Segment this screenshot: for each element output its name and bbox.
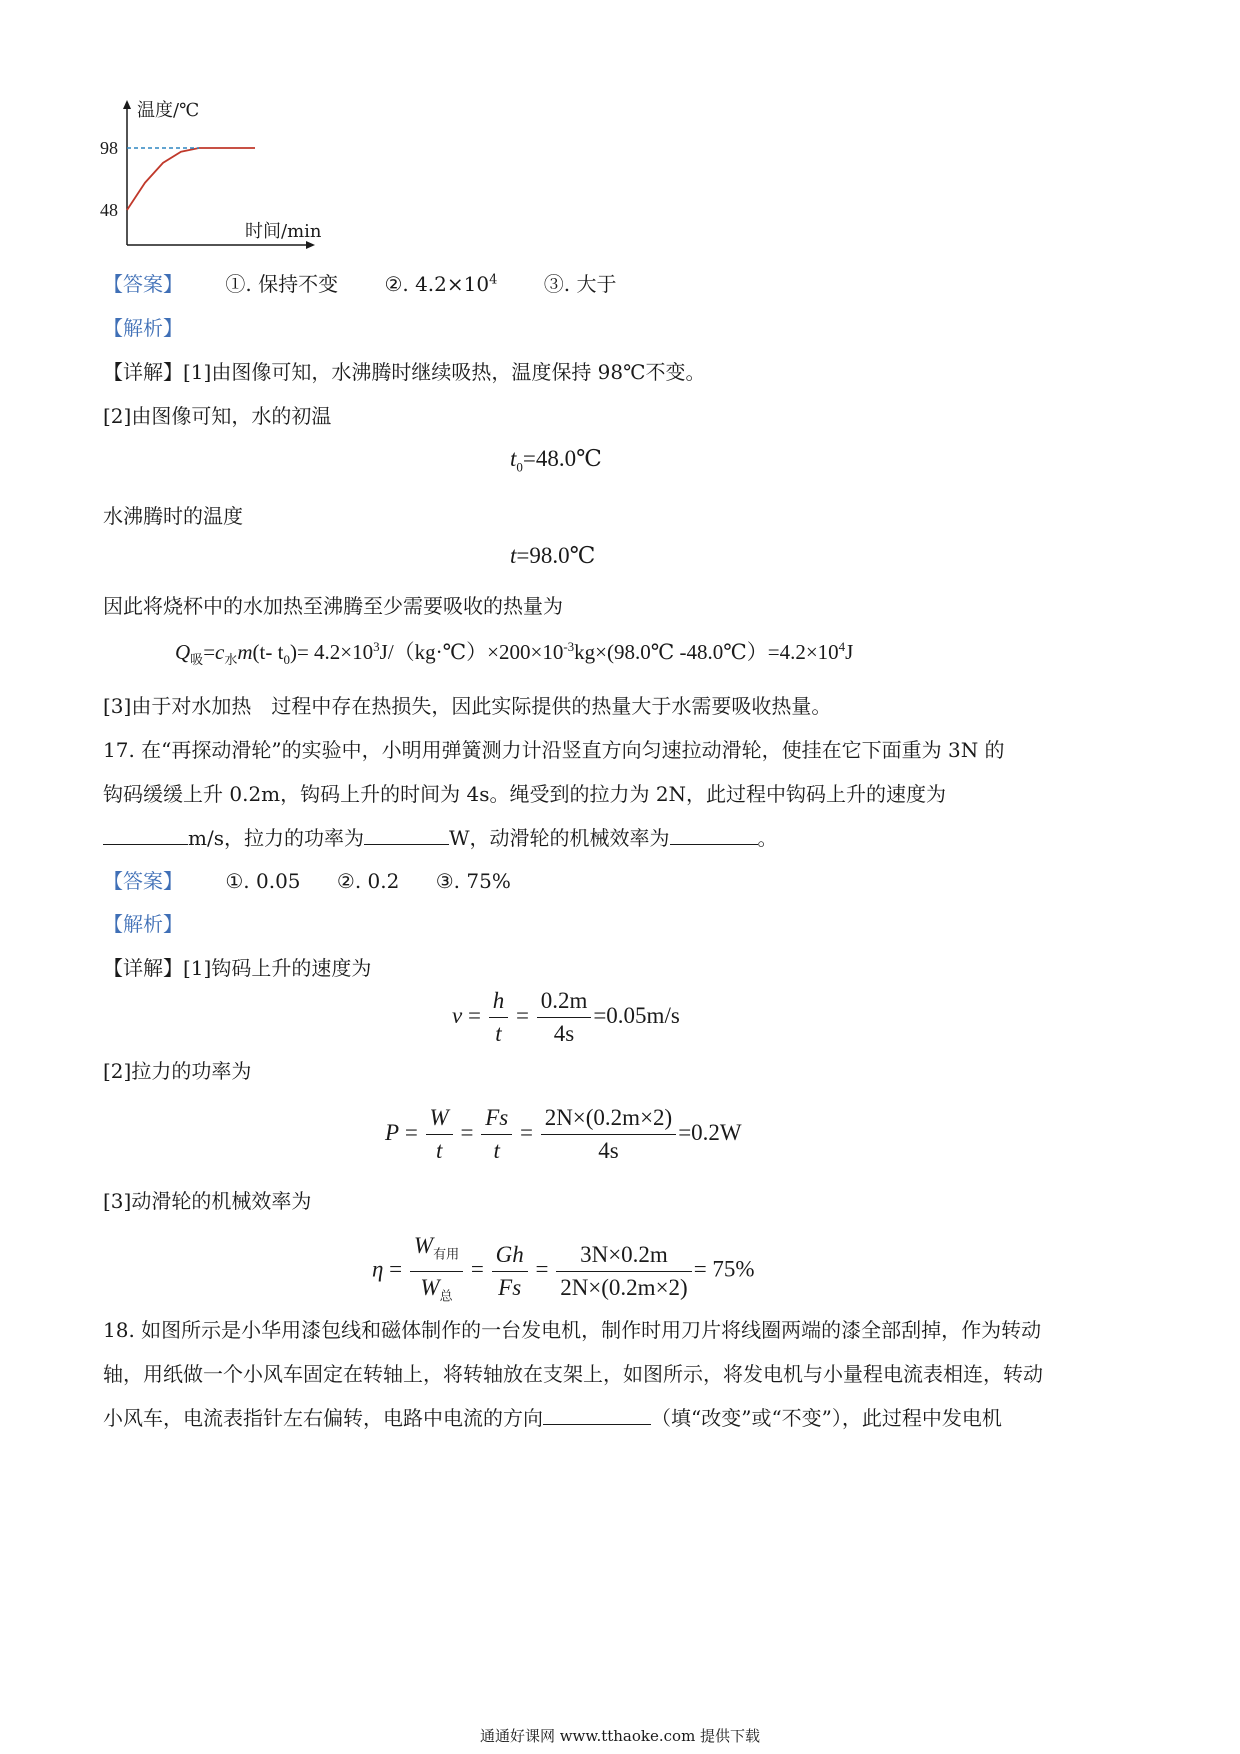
x-axis-label: 时间/min [245, 221, 322, 242]
detail-tag: 【详解】 [103, 956, 183, 980]
q18-stem-2: 轴，用纸做一个小风车固定在转轴上，将转轴放在支架上，如图所示，将发电机与小量程电流表相连，转动 [103, 1362, 1043, 1386]
q16-detail-3: 水沸腾时的温度 [103, 504, 243, 528]
y-tick-label: 48 [100, 200, 118, 220]
temperature-time-chart [100, 95, 340, 265]
y-axis-arrow [123, 100, 131, 109]
q17-stem-1: 17. 在“再探动滑轮”的实验中，小明用弹簧测力计沿竖直方向匀速拉动滑轮，使挂在它下面重为 3N 的 [103, 738, 1005, 762]
answer-blank [670, 824, 758, 845]
formula-efficiency: η = $\frac{W_{有用}}{W_总}$ = $\frac{Gh}{Fs}$ = $\frac{3N\times 0.2m}{2N\times(0.2m\times 2)}$ = 75% [372, 1230, 755, 1312]
answer-blank [364, 824, 449, 845]
answer-blank [543, 1404, 651, 1425]
answer-1: ①. 保持不变 [225, 272, 339, 296]
q17-detail-2: [2]拉力的功率为 [103, 1059, 252, 1083]
q17-detail-1: 【详解】[1]钩码上升的速度为 [103, 956, 372, 980]
formula-heat: $Q_吸=c_水m(t-$ $t_0)=$ $4.2\times 10^3J/(kg\cdot℃)\times 200\times 10^{-3}kg\times(98.0℃$ $-48.0℃)=4.2\times 10^4J$ [175, 639, 854, 668]
answer-2: ②. $4.2\times 10^4$ [384, 272, 498, 296]
q17-detail-3: [3]动滑轮的机械效率为 [103, 1189, 312, 1213]
formula-t: t=98.0℃ [510, 543, 596, 568]
formula-t0: $t_0=48.0℃$ [510, 446, 602, 475]
q16-answer-line [103, 268, 616, 297]
answer-tag: 【答案】 [103, 272, 183, 296]
answer-1: ①. 0.05 [225, 869, 301, 893]
q17-answer-line [103, 865, 511, 894]
q18-stem-3: 小风车，电流表指针左右偏转，电路中电流的方向 （填“改变”或“不变”），此过程中发电机 [103, 1406, 1002, 1430]
x-axis-arrow [306, 241, 315, 249]
q17-stem-2: 钩码缓缓上升 0.2m，钩码上升的时间为 4s。绳受到的拉力为 2N，此过程中钩码上升的速度为 [103, 782, 947, 806]
q16-detail-5: [3]由于对水加热 过程中存在热损失，因此实际提供的热量大于水需要吸收热量。 [103, 694, 832, 718]
y-axis-label: 温度/℃ [137, 100, 200, 121]
answer-tag: 【答案】 [103, 869, 183, 893]
temperature-curve [127, 148, 255, 210]
answer-2: ②. 0.2 [336, 869, 400, 893]
formula-velocity: v = $\frac{h}{t}$ = $\frac{0.2m}{4s}$ =0.05m/s [452, 985, 680, 1050]
analysis-tag: 【解析】 [103, 316, 183, 340]
answer-3: ③. 75% [435, 869, 511, 893]
q16-detail-text: [1]由图像可知，水沸腾时继续吸热，温度保持 98℃不变。 [183, 360, 706, 384]
analysis-tag: 【解析】 [103, 912, 183, 936]
formula-power: P = $\frac{W}{t}$ = $\frac{Fs}{t}$ = $\frac{2N\times(0.2m\times 2)}{4s}$ =0.2W [385, 1102, 742, 1167]
q18-stem-1: 18. 如图所示是小华用漆包线和磁体制作的一台发电机，制作时用刀片将线圈两端的漆全部刮掉，作为转动 [103, 1318, 1042, 1342]
answer-3: ③. 大于 [543, 272, 617, 296]
answer-blank [103, 824, 188, 845]
y-tick-label: 98 [100, 138, 118, 158]
q16-detail-2: [2]由图像可知，水的初温 [103, 404, 332, 428]
q17-stem-3: m/s，拉力的功率为 W，动滑轮的机械效率为 。 [103, 822, 778, 851]
q16-detail-4: 因此将烧杯中的水加热至沸腾至少需要吸收的热量为 [103, 594, 563, 618]
q16-detail-1 [103, 356, 706, 385]
detail-tag: 【详解】 [103, 360, 183, 384]
footer-text: 通通好课网 www.tthaoke.com 提供下载 [479, 1727, 761, 1745]
